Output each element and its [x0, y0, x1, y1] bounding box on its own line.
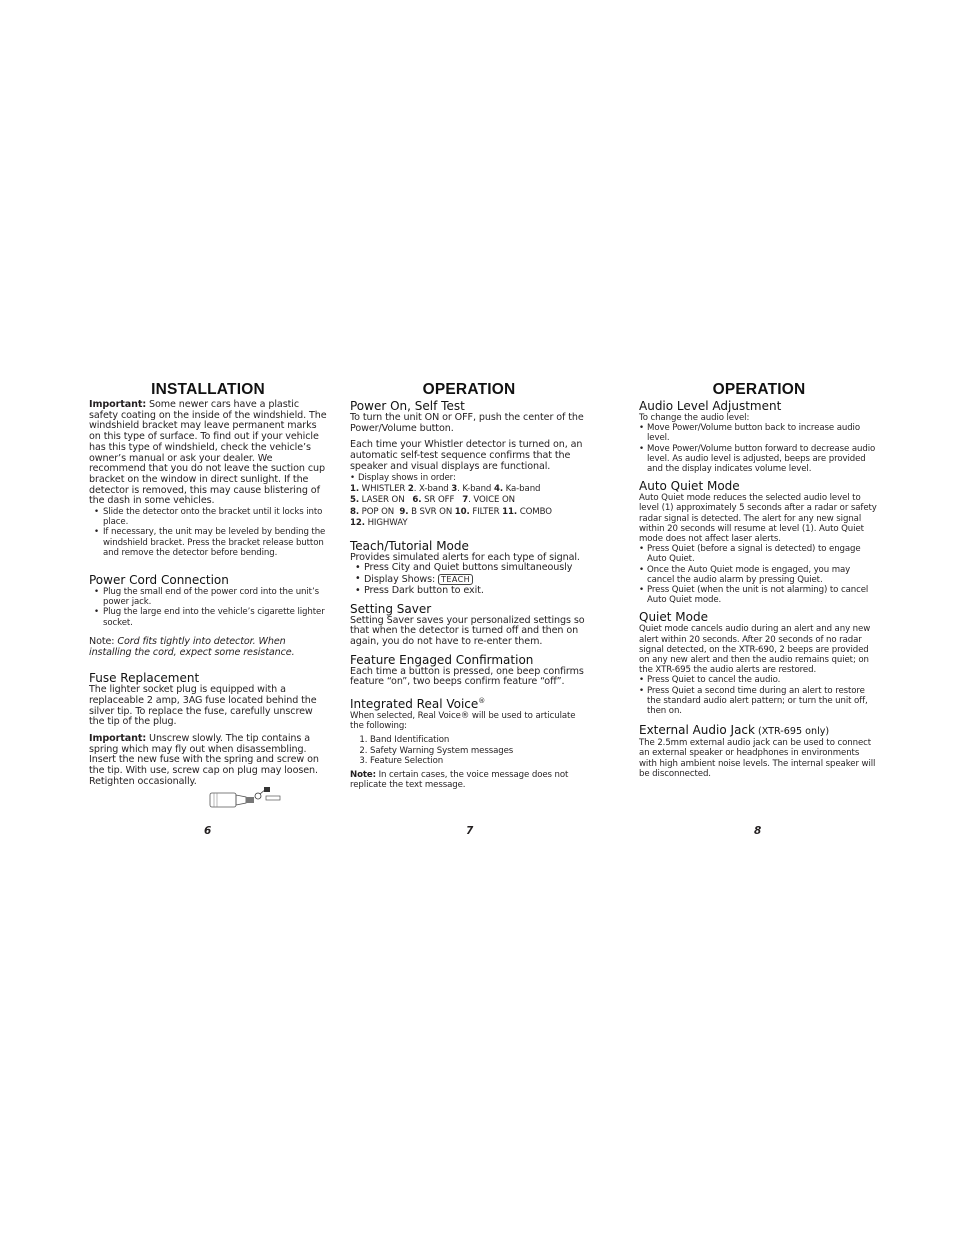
fuse-text: The lighter socket plug is equipped with a replaceable 2 amp, 3AG fuse located behind the silver tip. To replace the fuse, carefully unscrew the tip of the plug.: [89, 684, 317, 728]
important-label: Important:: [89, 399, 147, 410]
real-voice-list: [350, 735, 588, 766]
page-number: 7: [466, 825, 474, 837]
seq-num: 4.: [493, 483, 503, 494]
voice-note: [350, 770, 588, 790]
seq-text: COMBO: [517, 506, 552, 517]
seq-num: 10.: [454, 506, 470, 517]
auto-quiet-text: Auto Quiet mode reduces the selected audio level to level (1) approximately 5 seconds after a radar or safety radar signal is detected. The alert for any new signal within 20 seconds will resume at level (1). Auto Quiet mode does not affect laser alerts.: [639, 493, 877, 545]
display-shows-label: Display Shows:: [364, 574, 436, 586]
seq-num: 9.: [399, 506, 409, 517]
list-item: • Press Quiet (when the unit is not alarming) to cancel Auto Quiet mode.: [639, 585, 879, 605]
list-item: 3. Feature Selection: [370, 756, 588, 766]
list-item: • Move Power/Volume button back to increase audio level.: [639, 423, 879, 443]
operation-title: OPERATION: [422, 381, 516, 398]
list-item: • Once the Auto Quiet mode is engaged, you may cancel the audio alarm by pressing Quiet.: [639, 565, 879, 585]
seq-text: LASER ON: [359, 495, 413, 506]
operation-title: OPERATION: [712, 381, 806, 398]
list-item: • Slide the detector onto the bracket until it locks into place.: [89, 507, 327, 527]
feature-confirmation-text: Each time a button is pressed, one beep confirms feature “on”, two beeps confirm feature “off”.: [350, 665, 584, 688]
real-voice-text: When selected, Real Voice® will be used to articulate the following:: [350, 711, 576, 732]
seq-text: B SVR ON: [408, 506, 455, 517]
seq-text: . K-band: [457, 483, 494, 494]
fuse-important-text: Unscrew slowly. The tip contains a spring which may fly out when disassembling. Insert the new fuse with the spring and screw on the tip. With use, screw cap on plug may loosen. Retighten occasionally.: [89, 733, 319, 787]
list-item: 2. Safety Warning System messages: [370, 746, 588, 756]
page-number: 8: [754, 825, 762, 837]
list-item: • Move Power/Volume button forward to decrease audio level. As audio level is adjusted, beeps are provided and the display indicates volume level.: [639, 444, 879, 475]
power-on-text-1: To turn the unit ON or OFF, push the center of the Power/Volume button.: [350, 412, 584, 434]
audio-level-heading: Audio Level Adjustment: [639, 399, 782, 413]
power-cord-heading: Power Cord Connection: [89, 573, 229, 588]
note-text: In certain cases, the voice message does not replicate the text message.: [350, 770, 569, 791]
real-voice-heading: [350, 695, 588, 711]
seq-text: POP ON: [359, 506, 400, 517]
audio-jack-title: External Audio Jack: [639, 723, 755, 738]
list-item: • Plug the large end into the vehicle’s cigarette lighter socket.: [89, 607, 327, 627]
seq-num: 12.: [350, 518, 365, 529]
cord-note: [89, 637, 327, 658]
list-item: • Press Dark button to exit.: [350, 586, 588, 597]
page-number: 6: [204, 825, 212, 837]
installation-column: [89, 380, 327, 788]
real-voice-title: Integrated Real Voice: [350, 697, 479, 712]
power-cord-bullets: [89, 587, 327, 628]
setting-saver-text: Setting Saver saves your personalized settings so that when the detector is turned off and then on again, you do not have to re-enter them.: [350, 614, 585, 647]
operation-column-1: [350, 380, 588, 790]
seq-text: FILTER: [469, 506, 503, 517]
list-item: 1. Band Identification: [370, 735, 588, 745]
self-test-sequence: [350, 484, 588, 530]
teach-heading: Teach/Tutorial Mode: [350, 538, 469, 553]
seq-num: 5.: [350, 495, 360, 506]
list-item: • Plug the small end of the power cord into the unit’s power jack.: [89, 587, 327, 607]
list-item: • Press City and Quiet buttons simultaneously: [350, 563, 588, 574]
note-label: Note:: [89, 635, 115, 647]
list-item: • Press Quiet to cancel the audio.: [639, 675, 879, 685]
teach-display: TEACH: [438, 574, 473, 585]
feature-confirmation-heading: Feature Engaged Confirmation: [350, 652, 534, 667]
seq-text: HIGHWAY: [364, 518, 408, 529]
list-item: • Press Quiet a second time during an alert to restore the standard audio alert pattern; or turn the unit off, then on.: [639, 686, 879, 717]
audio-jack-heading: [639, 724, 879, 738]
fuse-heading: Fuse Replacement: [89, 671, 200, 686]
quiet-mode-text: Quiet mode cancels audio during an alert and any new alert within 20 seconds. After 20 seconds of no radar signal detected, on the XTR-690, 2 beeps are provided on any new alert and then the audio remains quiet; on the XTR-695 the audio alerts are restored.: [639, 624, 871, 676]
seq-text: SR OFF: [421, 495, 463, 506]
seq-text: . X-band: [413, 483, 452, 494]
seq-num: 11.: [502, 506, 518, 517]
installation-title: INSTALLATION: [151, 381, 265, 398]
audio-level-intro: To change the audio level:: [639, 413, 750, 423]
important-paragraph: [89, 400, 327, 507]
seq-num: 6.: [412, 495, 422, 506]
quiet-mode-heading: Quiet Mode: [639, 610, 708, 625]
important-text: Some newer cars have a plastic safety coating on the inside of the windshield. The windshield bracket may leave permanent marks on this type of surface. To find out if your vehicle has this type of windshield, check the vehicle’s owner’s manual or ask your dealer. We recommend that you do not leave the suction cup bracket on the window in direct sunlight. If the detector is removed, this may cause blistering of the dash in some vehicles.: [89, 399, 327, 507]
fuse-important-paragraph: [89, 734, 327, 788]
list-item: • If necessary, the unit may be leveled by bending the windshield bracket. Press the bracket release button and remove the detector before bending.: [89, 527, 327, 558]
registered-mark: ®: [478, 697, 486, 706]
seq-num: 7: [462, 495, 469, 506]
power-on-heading: Power On, Self Test: [350, 399, 465, 413]
list-item: • Display shows in order:: [350, 473, 588, 483]
seq-num: 1.: [350, 483, 360, 494]
fuse-important-label: Important:: [89, 733, 147, 745]
auto-quiet-bullets: [639, 544, 879, 605]
fuse-plug-illustration: [208, 785, 284, 811]
operation-column-2: [639, 380, 879, 779]
seq-text: WHISTLER: [359, 483, 408, 494]
teach-text: Provides simulated alerts for each type of signal.: [350, 551, 580, 563]
quiet-mode-bullets: [639, 675, 879, 716]
note-text: Cord fits tightly into detector. When installing the cord, expect some resistance.: [89, 635, 295, 658]
seq-text: . VOICE ON: [468, 495, 515, 506]
seq-num: 3: [451, 483, 458, 494]
list-item: • Press Quiet (before a signal is detected) to engage Auto Quiet.: [639, 544, 879, 564]
install-bullets: [89, 507, 327, 558]
power-on-text-2: Each time your Whistler detector is turned on, an automatic self-test sequence confirms that the speaker and visual displays are functional.: [350, 439, 583, 472]
seq-text: Ka-band: [502, 483, 541, 494]
audio-jack-model: (XTR-695 only): [754, 726, 830, 738]
audio-level-bullets: [639, 423, 879, 474]
display-bullets: [350, 473, 588, 483]
seq-num: 8.: [350, 506, 360, 517]
seq-num: 2: [407, 483, 414, 494]
setting-saver-heading: Setting Saver: [350, 601, 432, 616]
audio-jack-text: The 2.5mm external audio jack can be used to connect an external speaker or headphones in environments with high ambient noise levels. The internal speaker will be disconnected.: [639, 738, 876, 779]
auto-quiet-heading: Auto Quiet Mode: [639, 479, 740, 494]
note-label: Note:: [350, 770, 376, 781]
teach-bullets: [350, 563, 588, 596]
